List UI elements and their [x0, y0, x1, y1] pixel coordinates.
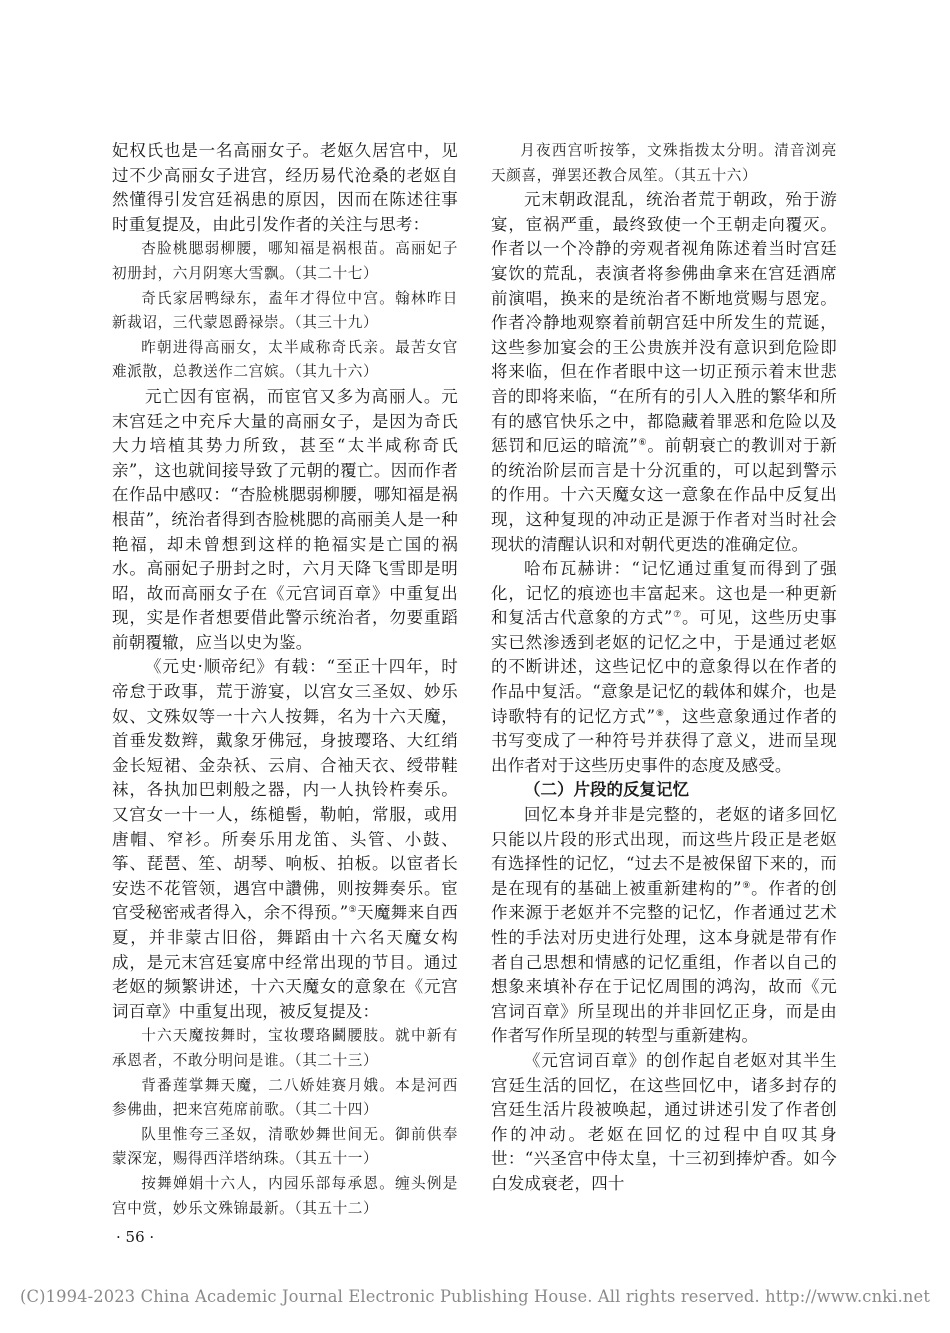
- poem-quote: 十六天魔按舞时，宝妆璎珞鬬腰肢。就中新有承恩者，不敢分明问是谁。（其二十三）: [112, 1027, 458, 1069]
- footnote-ref: ⑦: [672, 610, 682, 621]
- poem-quote: 杏脸桃腮弱柳腰，哪知福是祸根苗。高丽妃子初册封，六月阴寒大雪飘。（其二十七）: [112, 240, 458, 282]
- paragraph: 元亡因有宦祸，而宦官又多为高丽人。元末宫廷之中充斥大量的高丽女子，是因为奇氏大力培植其势力所致，甚至“太半咸称奇氏亲”，这也就间接导致了元朝的覆亡。因而作者在作品中感叹：“杏脸桃腮弱柳腰，哪知福是祸根苗”，统治者得到杏脸桃腮的高丽美人是一种艳福，却未曾想到这样的艳福实是亡国的祸水。高丽妃子册封之时，六月天降飞雪即是明昭，故而高丽女子在《元宫词百章》中重复出现，实是作者想要借此警示统治者，勿要重蹈前朝覆辙，应当以史为鉴。: [112, 386, 458, 652]
- paragraph-text: 。可见，这些历史事实已然渗透到老妪的记忆之中，于是通过老妪的不断讲述，这些记忆中的意象得以在作者的作品中复活。“意象是记忆的载体和媒介，也是诗歌特有的记忆方式”: [491, 608, 837, 726]
- footnote-ref: ⑥: [637, 438, 648, 449]
- paragraph: [491, 557, 837, 778]
- section-heading: （二）片段的反复记忆: [524, 780, 689, 800]
- poem-quote: 奇氏家居鸭绿东，盍年才得位中宫。翰林昨日新裁诏，三代蒙恩爵禄崇。（其三十九）: [112, 289, 458, 332]
- footnote-ref: ⑤: [348, 905, 357, 916]
- left-column: [112, 139, 458, 1221]
- paragraph-text: 。作者的创作来源于老妪并不完整的记忆，作者通过艺术性的手法对历史进行处理，这本身就是带有作者自己思想和情感的记忆重组，作者以自己的想象来填补存在于记忆周围的鸿沟，故而《元宫词百章》所呈现出的并非回忆正身，而是由作者写作所呈现的转型与重新建构。: [491, 878, 837, 1046]
- paragraph-text: 天魔舞来自西夏，并非蒙古旧俗，舞蹈由十六名天魔女构成，是元末宫廷宴席中经常出现的节目。通过老妪的频繁讲述，十六天魔女的意象在《元宫词百章》中重复出现，被反复提及：: [112, 903, 458, 1021]
- paragraph: [112, 655, 458, 1024]
- paragraph-text: 哈布瓦赫讲：“记忆通过重复而得到了强化，记忆的痕迹也丰富起来。这也是一种更新和复活古代意象的方式”: [491, 559, 837, 628]
- paragraph-text: 。前朝衰亡的教训对于新的统治阶层而言是十分沉重的，可以起到警示的作用。十六天魔女这一意象在作品中反复出现，这种复现的冲动正是源于作者对当时社会现状的清醒认识和对朝代更迭的准确定位。: [491, 436, 837, 554]
- paragraph: 《元宫词百章》的创作起自老妪对其半生宫廷生活的回忆，在这些回忆中，诸多封存的宫廷生活片段被唤起，通过讲述引发了作者创作的冲动。老妪在回忆的过程中自叹其身世：“兴圣宫中侍太皇，十三初到捧炉香。如今白发成衰老，四十: [491, 1050, 837, 1193]
- footnote-ref: ⑨: [741, 880, 752, 891]
- poem-quote: 队里惟夸三圣奴，清歌妙舞世间无。御前供奉蒙深宠，赐得西洋塔纳珠。（其五十一）: [112, 1125, 458, 1168]
- poem-quote: 背番莲掌舞天魔，二八娇娃赛月娥。本是河西参佛曲，把来宫苑席前歌。（其二十四）: [112, 1076, 458, 1119]
- paragraph-text: 元末朝政混乱，统治者荒于朝政，殆于游宴，宦祸严重，最终致使一个王朝走向覆灭。作者以一个冷静的旁观者视角陈述着当时宫廷宴饮的荒乱，表演者将参佛曲拿来在宫廷酒席前演唱，换来的是统治者不断地赏赐与恩宠。作者冷静地观察着前朝宫廷中所发生的荒诞，这些参加宴会的王公贵族并没有意识到危险即将来临，但在作者眼中这一切正预示着末世悲音的即将来临，“在所有的引人入胜的繁华和所有的感官快乐之中，都隐藏着罪恶和危险以及惩罚和厄运的暗流”: [491, 190, 837, 456]
- paragraph-text: ，这些意象通过作者的书写变成了一种符号并获得了意义，进而呈现出作者对于这些历史事件的态度及感受。: [491, 706, 838, 775]
- right-column: [491, 139, 837, 1197]
- paragraph-text: 回忆本身并非是完整的，老妪的诸多回忆只能以片段的形式出现，而这些片段正是老妪有选择性的记忆，“过去不是被保留下来的，而是在现有的基础上被重新建构的”: [491, 805, 837, 898]
- paragraph: [491, 803, 837, 1049]
- paragraph: 妃权氏也是一名高丽女子。老妪久居宫中，见过不少高丽女子进宫，经历易代沧桑的老妪自然懂得引发宫廷祸患的原因，因而在陈述往事时重复提及，由此引发作者的关注与思考：: [112, 141, 458, 234]
- poem-quote: 按舞婵娟十六人，内园乐部每承恩。缠头例是宫中赏，妙乐文殊锦最新。（其五十二）: [112, 1174, 458, 1217]
- poem-quote: 月夜西宫听按筝，文殊指拨太分明。清音浏亮天颜喜，弹罢还教合凤笙。（其五十六）: [491, 142, 837, 184]
- poem-quote: 昨朝进得高丽女，太半咸称奇氏亲。最苦女官难派散，总教送作二宫嫔。（其九十六）: [112, 338, 458, 381]
- page-number: · 56 ·: [116, 1228, 155, 1246]
- paragraph: [491, 188, 837, 557]
- paragraph-text: 《元史·顺帝纪》有载：“至正十四年，时帝怠于政事，荒于游宴，以宫女三圣奴、妙乐奴、文殊奴等一十六人按舞，名为十六天魔，首垂发数辫，戴象牙佛冠，身披璎珞、大红绡金长短裙、金杂袄、云肩、合袖天衣、绶带鞋袜，各执加巴剌般之器，内一人执铃杵奏乐。又宫女一十一人，练槌髻，勒帕，常服，或用唐帽、窄衫。所奏乐用龙笛、头管、小鼓、筝、琵琶、笙、胡琴、响板、拍板。以宦者长安迭不花管领，遇宫中讚佛，则按舞奏乐。宦官受秘密戒者得入，余不得预。”: [112, 657, 458, 923]
- footnote-ref: ⑧: [655, 708, 665, 719]
- copyright-footer: (C)1994-2023 China Academic Journal Electronic Publishing House. All rights reserved. http://www.cnki.net: [19, 1287, 931, 1306]
